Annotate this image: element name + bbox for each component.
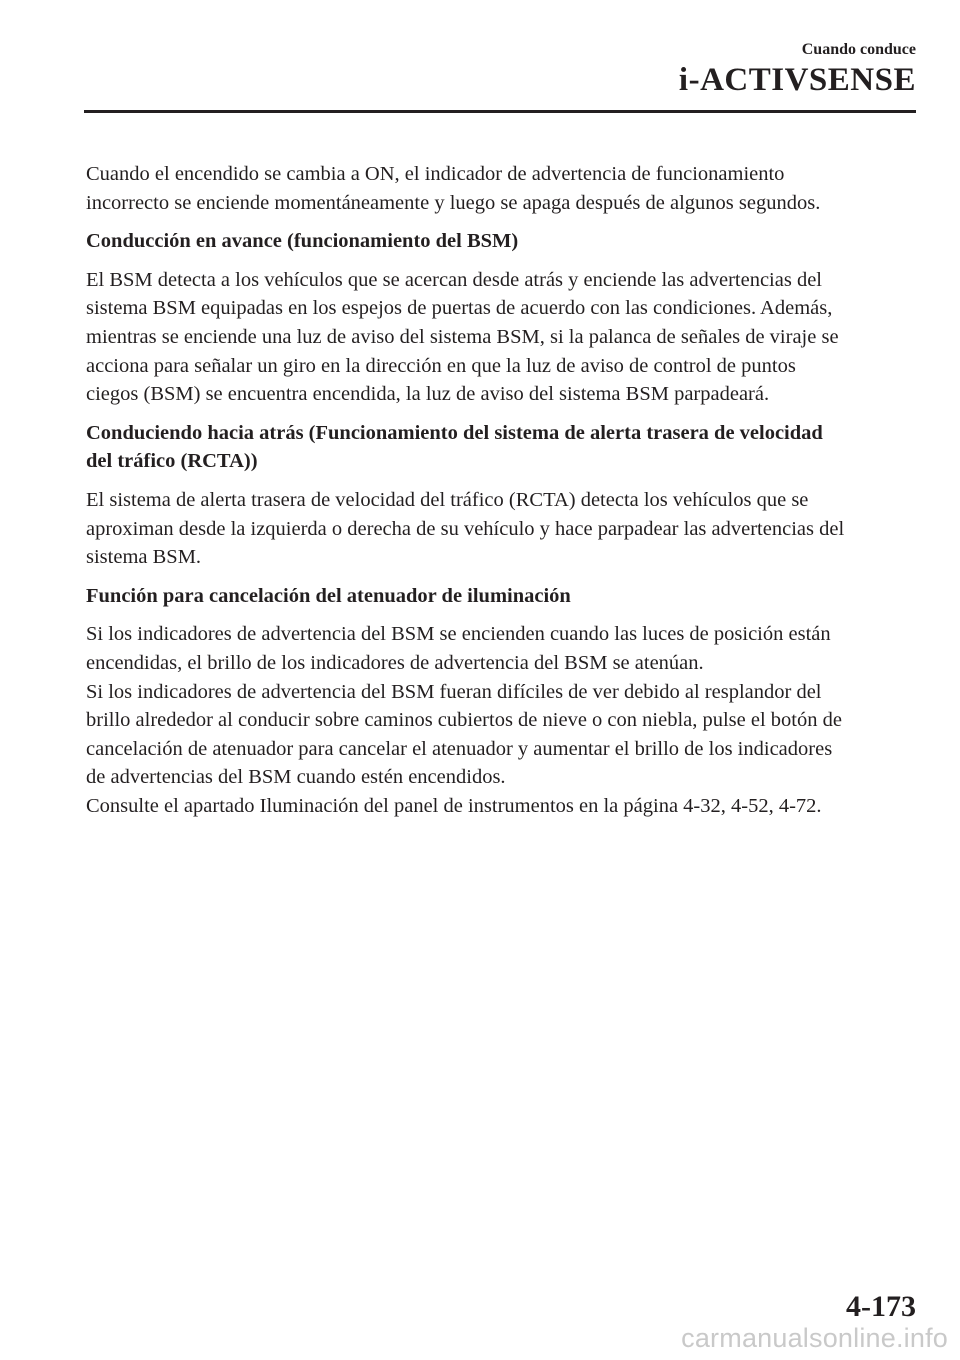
text-line: ciegos (BSM) se encuentra encendida, la luz de aviso del sistema BSM parpadeará. [86, 383, 770, 406]
forward-driving-paragraph [86, 266, 918, 409]
text-line: incorrecto se enciende momentáneamente y luego se apaga después de algunos segundos. [86, 191, 821, 214]
text-line: Si los indicadores de advertencia del BSM fueran difíciles de ver debido al resplandor del [86, 680, 822, 703]
heading-line: Conduciendo hacia atrás (Funcionamiento del sistema de alerta trasera de velocidad [86, 421, 823, 444]
text-line: acciona para señalar un giro en la dirección en que la luz de aviso de control de puntos [86, 354, 796, 377]
page-number: 4-173 [846, 1290, 916, 1323]
text-line: sistema BSM equipadas en los espejos de puertas de acuerdo con las condiciones. Además, [86, 297, 833, 320]
text-line: de advertencias del BSM cuando estén encendidos. [86, 766, 506, 789]
text-line: Si los indicadores de advertencia del BSM se encienden cuando las luces de posición están [86, 623, 831, 646]
watermark: carmanualsonline.info [681, 1323, 948, 1353]
page-content [86, 160, 918, 830]
section-title: Cuando conduce [801, 41, 916, 58]
header-divider [84, 110, 916, 113]
chapter-title: i-ACTIVSENSE [678, 62, 916, 98]
text-line: aproximan desde la izquierda o derecha de su vehículo y hace parpadear las advertencias del [86, 517, 845, 540]
heading-line: del tráfico (RCTA)) [86, 450, 258, 473]
heading-forward-driving: Conducción en avance (funcionamiento del BSM) [86, 230, 519, 253]
heading-dimmer-cancel: Función para cancelación del atenuador de iluminación [86, 584, 571, 607]
text-line: Cuando el encendido se cambia a ON, el indicador de advertencia de funcionamiento [86, 163, 785, 185]
intro-paragraph [86, 160, 918, 217]
dimmer-cancel-paragraph [86, 620, 918, 820]
text-line: El BSM detecta a los vehículos que se acercan desde atrás y enciende las advertencias del [86, 268, 822, 291]
page-header [84, 40, 916, 98]
text-line: El sistema de alerta trasera de velocidad del tráfico (RCTA) detecta los vehículos que se [86, 488, 809, 511]
text-line: encendidas, el brillo de los indicadores de advertencia del BSM se atenúan. [86, 651, 704, 674]
text-line: cancelación de atenuador para cancelar el atenuador y aumentar el brillo de los indicadores [86, 737, 833, 760]
text-line: mientras se enciende una luz de aviso del sistema BSM, si la palanca de señales de viraje se [86, 325, 839, 348]
text-line: sistema BSM. [86, 546, 202, 569]
text-line: Consulte el apartado Iluminación del panel de instrumentos en la página 4-32, 4-52, 4-72. [86, 794, 822, 817]
heading-reverse-driving [86, 419, 918, 476]
text-line: brillo alrededor al conducir sobre caminos cubiertos de nieve o con niebla, pulse el botón de [86, 709, 842, 732]
reverse-driving-paragraph [86, 486, 918, 572]
